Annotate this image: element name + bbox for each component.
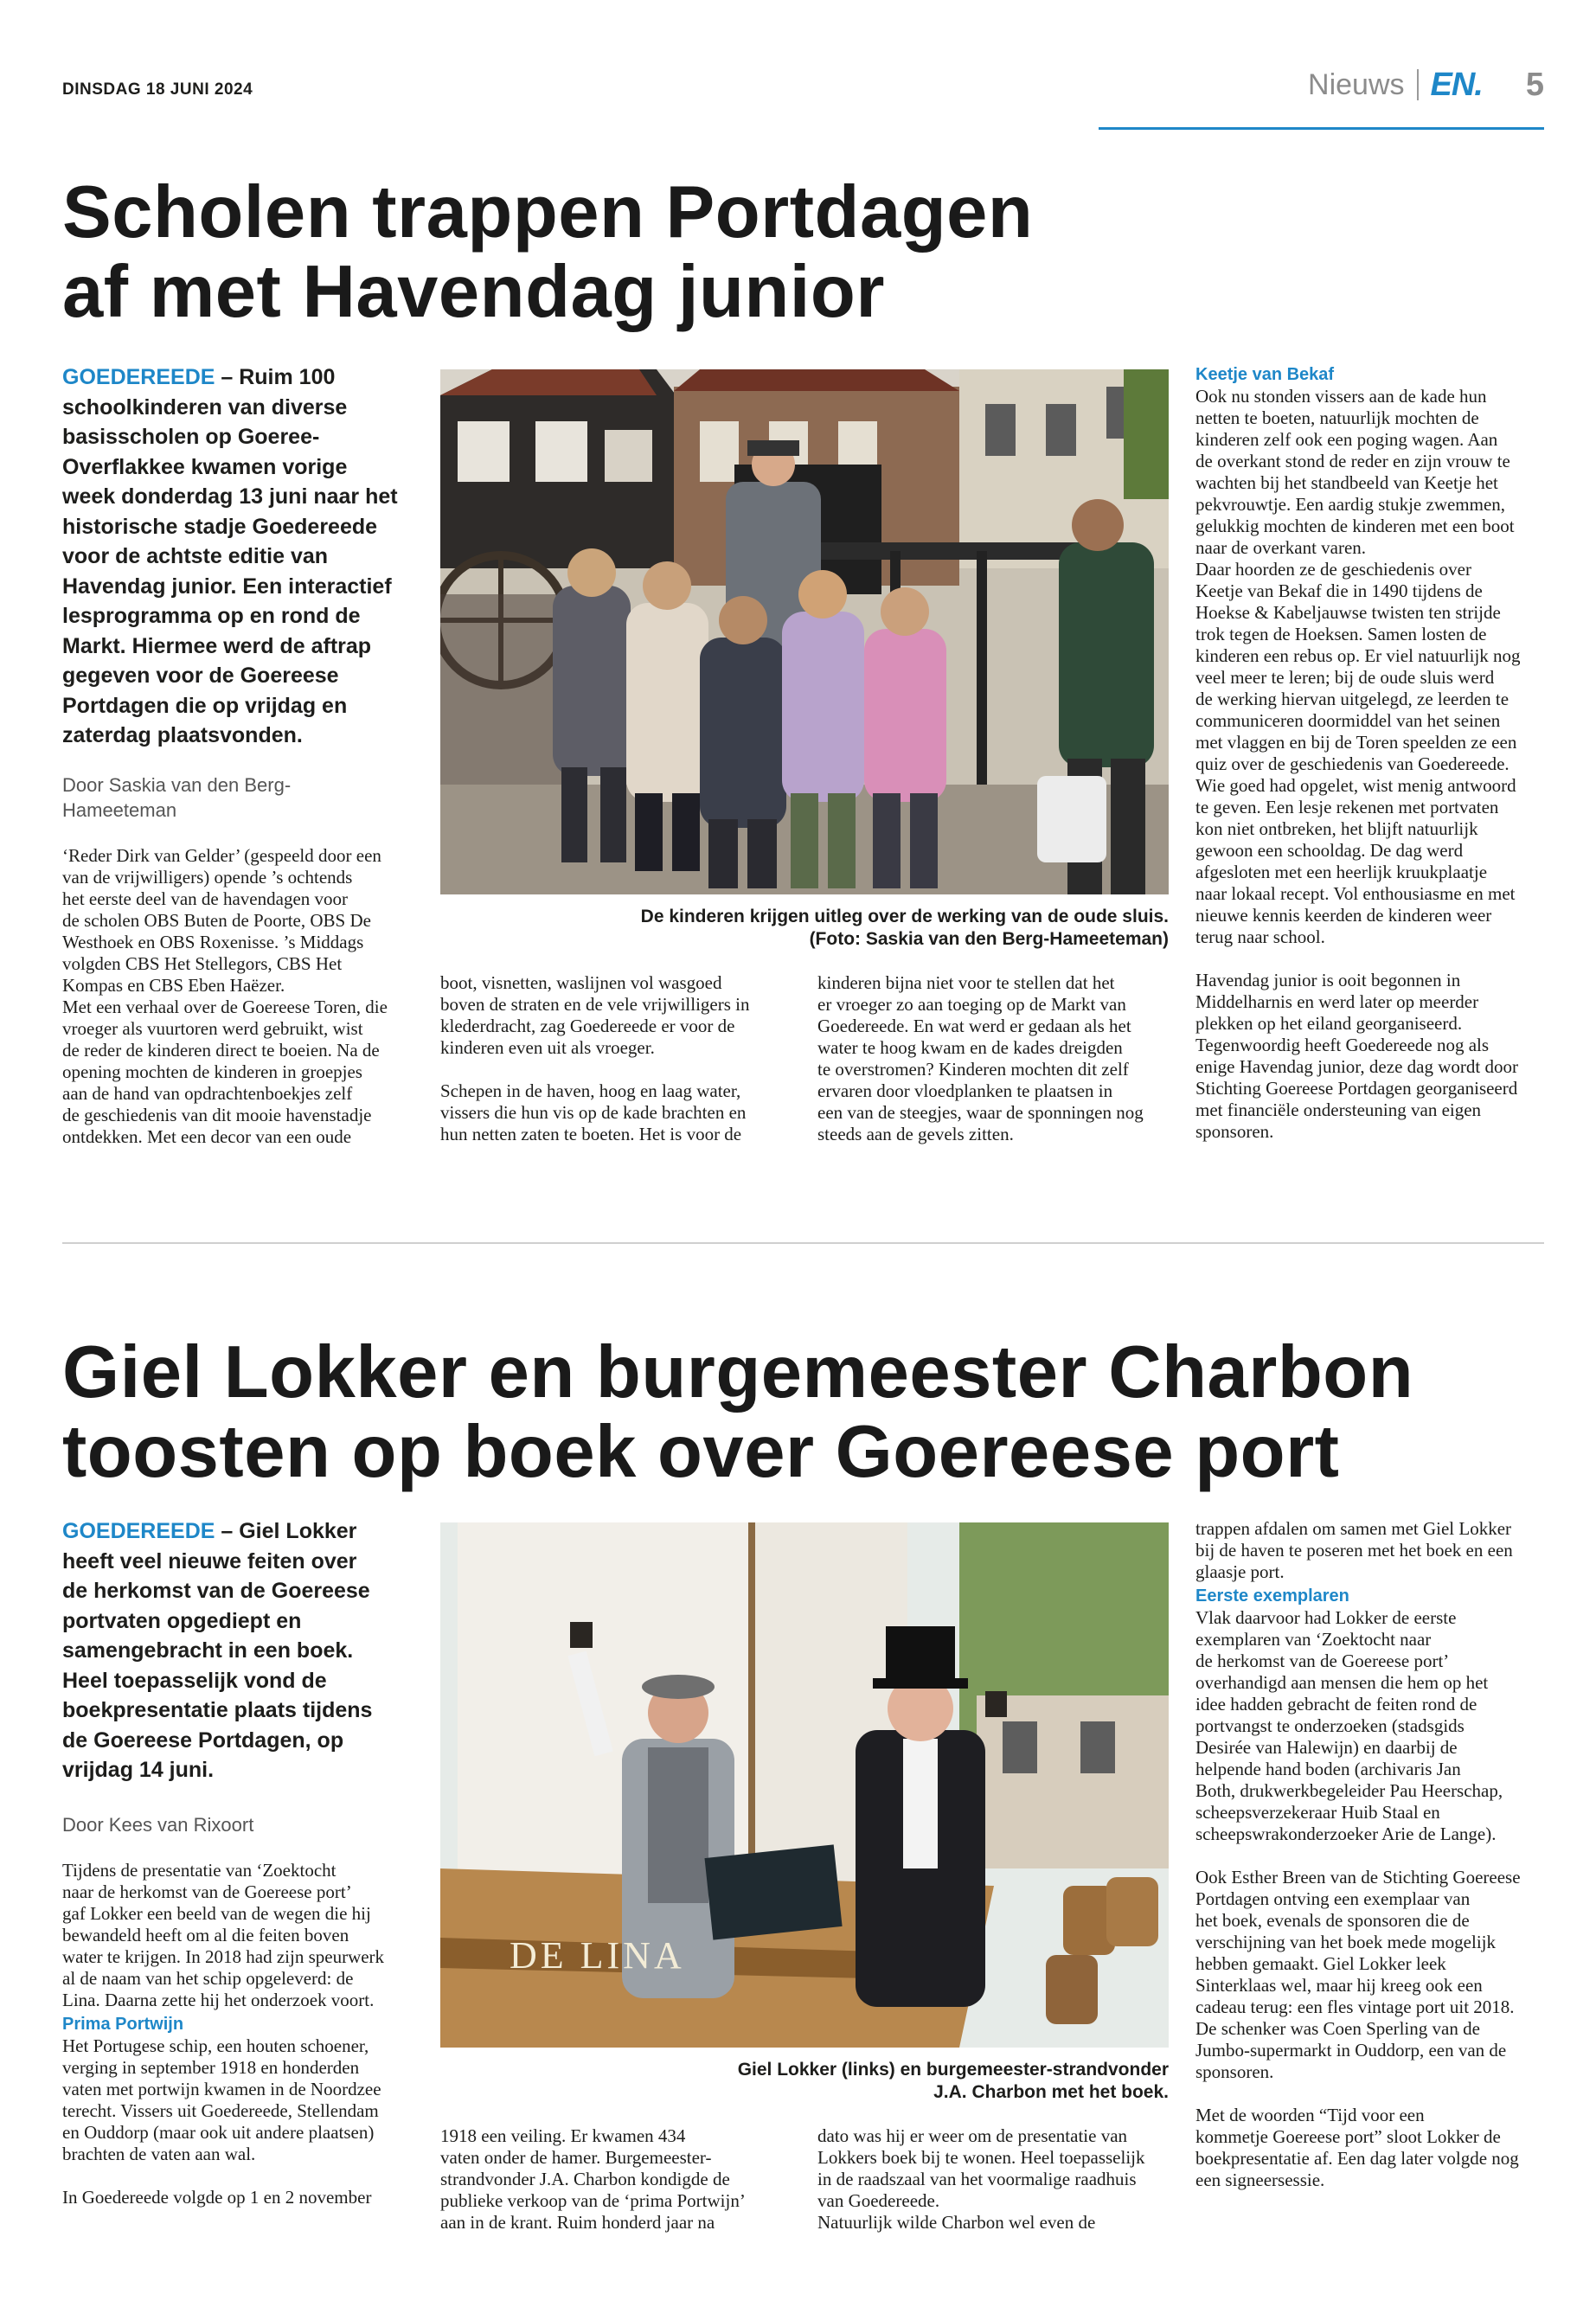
article1-column-3: kinderen bijna niet voor te stellen dat het er vroeger zo aan toeging op de Markt van Goedereede. En wat werd er gedaan als het water te hoog kwam en de kades dreigden te overstromen? Kinderen mochten dit zelf ervaren door vloedplanken te plaatsen in een van de steegjes, waar de sponningen nog steeds aan de gevels zitten. bbox=[817, 972, 1144, 1144]
article1-column-2: boot, visnetten, waslijnen vol wasgoed boven de straten en de vele vrijwilligers in klederdracht, zag Goedereede er voor de kinderen even uit als vroeger. Schepen in de haven, hoog en laag water, vissers die hun vis op de kade brachten en hun netten zaten te boeten. Het is voor de bbox=[440, 972, 750, 1144]
article1-byline: Door Saskia van den Berg- Hameeteman bbox=[62, 774, 292, 821]
article1-photo bbox=[440, 369, 1169, 894]
article2-column-3: dato was hij er weer om de presentatie van Lokkers boek bij te wonen. Heel toepasselijk in de raadszaal van het voormalige raadhuis van Goedereede. Natuurlijk wilde Charbon wel even de bbox=[817, 2125, 1145, 2233]
article1-headline: Scholen trappen Portdagen af met Havendag junior bbox=[62, 171, 1034, 333]
article2-headline: Giel Lokker en burgemeester Charbon toosten op boek over Goereese port bbox=[62, 1331, 1414, 1493]
article2-byline: Door Kees van Rixoort bbox=[62, 1814, 254, 1836]
article2-column-1: Tijdens de presentatie van ‘Zoektocht naar de herkomst van de Goereese port’ gaf Lokker een beeld van de wegen die hij bewandeld heeft om al die feiten boven water te krijgen. In 2018 had zijn speurwerk al de naam van het schip opgeleverd: de Lina. Daarna zette hij het onderzoek voort. Prima Portwijn Het Portugese schip, een houten schoener, verging in september 1918 en honderden vaten met portwijn kwamen in de Noordzee terecht. Vissers uit Goedereede, Stellendam en Ouddorp (maar ook uit andere plaatsen) brachten de vaten aan wal. In Goedereede volgde op 1 en 2 november bbox=[62, 1860, 443, 2208]
newspaper-logo: EN. bbox=[1430, 66, 1483, 103]
article1-caption: De kinderen krijgen uitleg over de werking van de oude sluis. (Foto: Saskia van den Berg-Hameeteman) bbox=[640, 907, 1169, 949]
subhead-eerste-exemplaren: Eerste exemplaren bbox=[1195, 1586, 1349, 1606]
article1-intro: GOEDEREEDE – Ruim 100 schoolkinderen van diverse basisscholen op Goeree- Overflakkee kwamen vorige week donderdag 13 juni naar het historische stadje Goedereede voor de achtste editie van Havendag junior. Een interactief lesprogramma op en rond de Markt. Hiermee werd de aftrap gegeven voor de Goereese Portdagen die op vrijdag en zaterdag plaatsvonden. bbox=[62, 365, 398, 747]
section-label: Nieuws bbox=[1308, 67, 1405, 101]
subhead-prima-portwijn: Prima Portwijn bbox=[62, 2015, 184, 2034]
article-divider bbox=[62, 1242, 1544, 1244]
article2-column-2: 1918 een veiling. Er kwamen 434 vaten onder de hamer. Burgemeester- strandvonder J.A. Charbon kondigde de publieke verkoop van de ‘prima Portwijn’ aan in de krant. Ruim honderd jaar na bbox=[440, 2125, 746, 2233]
article1-column-4: Keetje van Bekaf Ook nu stonden vissers aan de kade hun netten te boeten, natuurlijk mochten de kinderen zelf ook een poging wagen. Aan de overkant stond de reder en zijn vrouw te wachten bij het standbeeld van Keetje het pekvrouwtje. Een aardig stukje zwemmen, gelukkig mochten de kinderen met een boot naar de overkant varen. Daar hoorden ze de geschiedenis over Keetje van Bekaf die in 1490 tijdens de Hoekse & Kabeljauwse twisten ten strijde trok tegen de Hoeksen. Samen losten de kinderen een rebus op. Er viel natuurlijk nog veel meer te leren; bij de oude sluis werd de werking hiervan uitgelegd, ze leerden te communiceren doormiddel van het seinen met vlaggen en bij de Toren speelden ze een quiz over de geschiedenis van Goedereede. Wie goed had opgelet, wist menig antwoord te geven. Een lesje rekenen met portvaten kon niet ontbreken, het blijft natuurlijk gewoon een schooldag. De dag werd afgesloten met een heerlijk kruukplaatje naar lokaal recept. Vol enthousiasme en met nieuwe kennis keerden de kinderen weer terug naar school. Havendag junior is ooit begonnen in Middelharnis en werd later op meerder plekken op het eiland georganiseerd. Tegenwoordig heeft Goedereede nog als enige Havendag junior, deze dag wordt door Stichting Goereese Portdagen georganiseerd met financiële ondersteuning van eigen sponsoren. bbox=[1195, 364, 1559, 1143]
article2-intro: GOEDEREEDE – Giel Lokker heeft veel nieuwe feiten over de herkomst van de Goereese portvaten opgediept en samengebracht in een boek. Heel toepasselijk vond de boekpresentatie plaats tijdens de Goereese Portdagen, op vrijdag 14 juni. bbox=[62, 1519, 373, 1782]
page-number: 5 bbox=[1525, 66, 1544, 103]
article1-dateline: GOEDEREEDE bbox=[62, 365, 215, 389]
issue-date: DINSDAG 18 JUNI 2024 bbox=[62, 80, 253, 99]
article2-dateline: GOEDEREEDE bbox=[62, 1519, 215, 1543]
article2-photo bbox=[440, 1522, 1169, 2048]
page-header-right bbox=[1308, 62, 1544, 107]
header-separator bbox=[1417, 69, 1419, 100]
boat-name-text: DE LINA bbox=[510, 1934, 685, 1977]
article1-column-1: ‘Reder Dirk van Gelder’ (gespeeld door een van de vrijwilligers) opende ’s ochtends het eerste deel van de havendagen voor de scholen OBS Buten de Poorte, OBS De Westhoek en OBS Roxenisse. ’s Middags volgden CBS Het Stellegors, CBS Het Kompas en CBS Eben Haëzer. Met een verhaal over de Goereese Toren, die vroeger als vuurtoren werd gebruikt, wist de reder de kinderen direct te boeien. Na de opening mochten de kinderen in groepjes aan de hand van opdrachtenboekjes zelf de geschiedenis van dit mooie havenstadje ontdekken. Met een decor van een oude bbox=[62, 845, 388, 1147]
article2-column-4: trappen afdalen om samen met Giel Lokker bij de haven te poseren met het boek en een glaasje port. Eerste exemplaren Vlak daarvoor had Lokker de eerste exemplaren van ‘Zoektocht naar de herkomst van de Goereese port’ overhandigd aan mensen die hem op het idee hadden gebracht de feiten rond de portvangst te onderzoeken (stadsgids Desirée van Halewijn) en daarbij de helpende hand boden (archivaris Jan Both, drukwerkbegeleider Pau Heerschap, scheepsverzekeraar Huib Staal en scheepswrakonderzoeker Arie de Lange). Ook Esther Breen van de Stichting Goereese Portdagen ontving een exemplaar van het boek, evenals de sponsoren die de verschijning van het boek mede mogelijk hebben gemaakt. Giel Lokker leek Sinterklaas wel, maar hij kreeg ook een cadeau terug: een fles vintage port uit 2018. De schenker was Coen Sperling van de Jumbo-supermarkt in Ouddorp, een van de sponsoren. Met de woorden “Tijd voor een kommetje Goereese port” sloot Lokker de boekpresentatie af. Een dag later volgde nog een signeersessie. bbox=[1195, 1518, 1559, 2191]
article2-caption: Giel Lokker (links) en burgemeester-strandvonder J.A. Charbon met het boek. bbox=[737, 2060, 1169, 2102]
header-rule bbox=[1099, 127, 1544, 130]
subhead-keetje: Keetje van Bekaf bbox=[1195, 365, 1335, 384]
